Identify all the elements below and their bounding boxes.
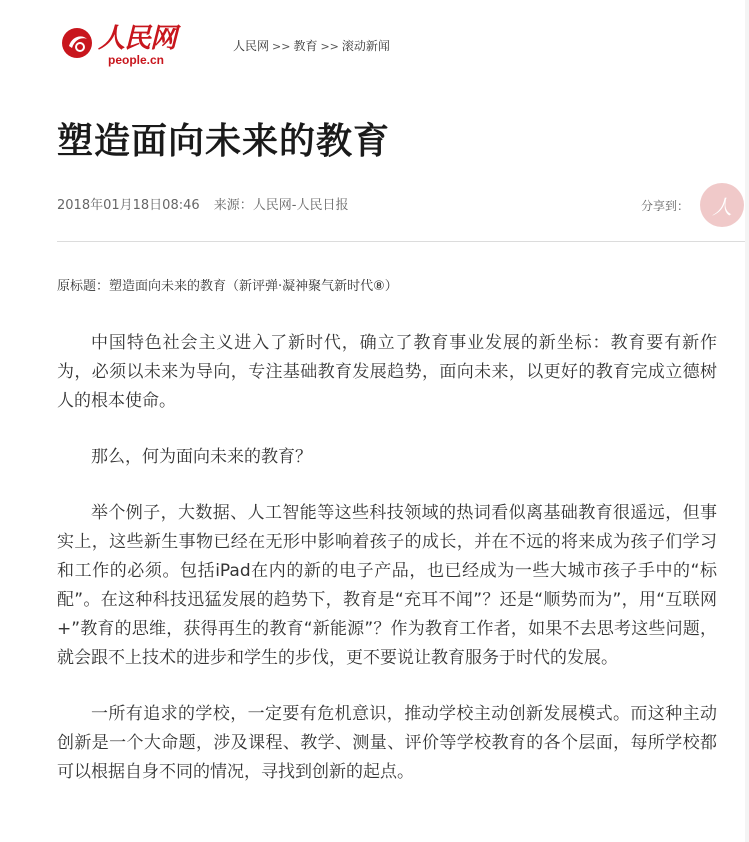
breadcrumb-education[interactable]: 教育 <box>293 39 318 53</box>
page-scrollbar[interactable] <box>745 0 749 842</box>
article-paragraph: 举个例子，大数据、人工智能等这些科技领域的热词看似离基础教育很遥远，但事实上，这些新生事物已经在无形中影响着孩子的成长，并在不远的将来成为孩子们学习和工作的必须。包括iPad在内的新的电子产品，也已经成为一些大城市孩子手中的“标配”。在这种科技迅猛发展的趋势下，教育是“充耳不闻”？还是“顺势而为”，用“互联网+”教育的思维，获得再生的教育“新能源”？作为教育工作者，如果不去思考这些问题，就会跟不上技术的进步和学生的步伐，更不要说让教育服务于时代的发展。 <box>57 503 717 668</box>
header-divider <box>57 241 749 242</box>
original-title: 原标题：塑造面向未来的教育（新评弹·凝神聚气新时代⑧） <box>57 279 398 294</box>
article-paragraph: 一所有追求的学校，一定要有危机意识，推动学校主动创新发展模式。而这种主动创新是一个大命题，涉及课程、教学、测量、评价等学校教育的各个层面，每所学校都可以根据自身不同的情况，寻找到创新的起点。 <box>57 704 717 782</box>
logo-english-text: people.cn <box>108 53 165 67</box>
breadcrumb-home[interactable]: 人民网 <box>233 39 270 53</box>
share-label: 分享到： <box>641 199 690 213</box>
article-source <box>214 198 349 213</box>
people-logo-icon <box>60 26 94 60</box>
share-people-icon[interactable] <box>700 183 744 227</box>
article-paragraph: 中国特色社会主义进入了新时代，确立了教育事业发展的新坐标：教育要有新作为，必须以未来为导向，专注基础教育发展趋势，面向未来，以更好的教育完成立德树人的根本使命。 <box>57 333 717 411</box>
article-meta <box>57 197 349 215</box>
source-label: 来源： <box>213 198 253 213</box>
breadcrumb-separator: >> <box>320 40 339 53</box>
article-body <box>57 329 717 814</box>
breadcrumb-rolling-news[interactable]: 滚动新闻 <box>341 39 390 53</box>
breadcrumb <box>233 38 390 55</box>
site-logo[interactable] <box>58 22 188 70</box>
breadcrumb-separator: >> <box>272 40 291 53</box>
logo-chinese-text: 人民网 <box>98 23 176 54</box>
publish-datetime: 2018年01月18日08:46 <box>57 198 200 213</box>
article-paragraph: 那么，何为面向未来的教育？ <box>91 447 312 467</box>
article-title: 塑造面向未来的教育 <box>57 121 391 162</box>
source-link[interactable]: 人民网-人民日报 <box>252 198 349 213</box>
share-icon-glyph: 人 <box>712 194 732 219</box>
site-header <box>0 0 749 90</box>
